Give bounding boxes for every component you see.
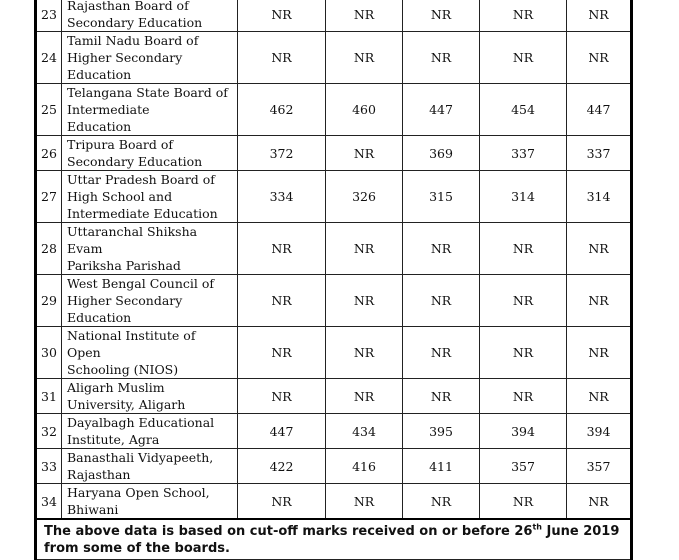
footnote-superscript: th bbox=[532, 522, 542, 532]
table-row bbox=[36, 136, 632, 171]
cutoff-value-cell: NR bbox=[567, 275, 632, 327]
table-row bbox=[36, 414, 632, 449]
cutoff-value-cell: NR bbox=[326, 379, 403, 414]
board-name-line: Higher Secondary bbox=[67, 293, 183, 308]
board-name-line: University, Aligarh bbox=[67, 397, 186, 412]
board-name-line: Education bbox=[67, 310, 132, 325]
board-name-line: Telangana State Board of bbox=[67, 85, 228, 100]
cutoff-value-cell: 314 bbox=[567, 171, 632, 223]
serial-number-cell: 29 bbox=[36, 275, 62, 327]
board-name-line: High School and bbox=[67, 189, 173, 204]
board-name-line: Aligarh Muslim bbox=[67, 380, 165, 395]
board-name-line: Institute, Agra bbox=[67, 432, 160, 447]
board-name-line: West Bengal Council of bbox=[67, 276, 215, 291]
cutoff-value-cell: NR bbox=[326, 327, 403, 379]
board-name-line: Pariksha Parishad bbox=[67, 258, 181, 273]
board-name-line: Secondary Education bbox=[67, 154, 203, 169]
cutoff-value-cell: 434 bbox=[326, 414, 403, 449]
cutoff-value-cell: NR bbox=[326, 0, 403, 32]
table-row bbox=[36, 223, 632, 275]
board-name-line: Banasthali Vidyapeeth, bbox=[67, 450, 214, 465]
cutoff-value-cell: NR bbox=[238, 379, 326, 414]
cutoff-value-cell: 326 bbox=[326, 171, 403, 223]
board-name-line: Rajasthan bbox=[67, 467, 131, 482]
cutoff-value-cell: NR bbox=[403, 275, 480, 327]
cutoff-value-cell: 337 bbox=[567, 136, 632, 171]
board-name-cell bbox=[62, 484, 238, 520]
cutoff-value-cell: 369 bbox=[403, 136, 480, 171]
cutoff-value-cell: NR bbox=[326, 484, 403, 520]
cutoff-value-cell: NR bbox=[326, 275, 403, 327]
cutoff-value-cell: 447 bbox=[567, 84, 632, 136]
serial-number-cell: 24 bbox=[36, 32, 62, 84]
board-name-line: National Institute of Open bbox=[67, 328, 196, 360]
table-row bbox=[36, 484, 632, 520]
cutoff-value-cell: NR bbox=[403, 0, 480, 32]
cutoff-value-cell: NR bbox=[480, 223, 567, 275]
board-name-cell bbox=[62, 0, 238, 32]
cutoff-value-cell: 422 bbox=[238, 449, 326, 484]
cutoff-value-cell: 460 bbox=[326, 84, 403, 136]
cutoff-value-cell: NR bbox=[238, 275, 326, 327]
cutoff-value-cell: NR bbox=[238, 223, 326, 275]
board-name-cell bbox=[62, 414, 238, 449]
cutoff-value-cell: 315 bbox=[403, 171, 480, 223]
cutoff-value-cell: NR bbox=[567, 0, 632, 32]
serial-number-cell: 28 bbox=[36, 223, 62, 275]
cutoff-value-cell: NR bbox=[403, 379, 480, 414]
serial-number-cell: 33 bbox=[36, 449, 62, 484]
table-row bbox=[36, 171, 632, 223]
board-name-cell bbox=[62, 32, 238, 84]
cutoff-value-cell: NR bbox=[480, 327, 567, 379]
cutoff-value-cell: NR bbox=[403, 223, 480, 275]
board-name-line: Higher Secondary bbox=[67, 50, 183, 65]
cutoff-value-cell: NR bbox=[403, 484, 480, 520]
serial-number-cell: 31 bbox=[36, 379, 62, 414]
cutoff-value-cell: NR bbox=[238, 0, 326, 32]
cutoff-value-cell: NR bbox=[567, 379, 632, 414]
serial-number-cell: 25 bbox=[36, 84, 62, 136]
board-name-line: Uttaranchal Shiksha Evam bbox=[67, 224, 198, 256]
board-name-line: Rajasthan Board of bbox=[67, 0, 189, 13]
table-row bbox=[36, 32, 632, 84]
board-name-cell bbox=[62, 379, 238, 414]
board-name-line: Education bbox=[67, 67, 132, 82]
cutoff-value-cell: 454 bbox=[480, 84, 567, 136]
footnote-text: The above data is based on cut-off marks received on or before 26 bbox=[44, 524, 533, 539]
serial-number-cell: 30 bbox=[36, 327, 62, 379]
cutoff-value-cell: NR bbox=[326, 223, 403, 275]
serial-number-cell: 26 bbox=[36, 136, 62, 171]
cutoff-marks-table bbox=[34, 0, 633, 560]
cutoff-value-cell: 447 bbox=[238, 414, 326, 449]
table-row bbox=[36, 327, 632, 379]
table-row bbox=[36, 0, 632, 32]
serial-number-cell: 34 bbox=[36, 484, 62, 520]
table-row bbox=[36, 379, 632, 414]
cutoff-value-cell: 394 bbox=[567, 414, 632, 449]
board-name-line: Haryana Open School, bbox=[67, 485, 210, 500]
cutoff-value-cell: NR bbox=[567, 223, 632, 275]
table-row bbox=[36, 449, 632, 484]
cutoff-value-cell: 462 bbox=[238, 84, 326, 136]
footnote-row bbox=[36, 519, 632, 560]
board-name-cell bbox=[62, 275, 238, 327]
serial-number-cell: 27 bbox=[36, 171, 62, 223]
cutoff-value-cell: NR bbox=[403, 327, 480, 379]
serial-number-cell: 23 bbox=[36, 0, 62, 32]
cutoff-value-cell: 337 bbox=[480, 136, 567, 171]
board-name-line: Bhiwani bbox=[67, 502, 119, 517]
cutoff-value-cell: NR bbox=[480, 275, 567, 327]
cutoff-value-cell: NR bbox=[326, 32, 403, 84]
cutoff-value-cell: 395 bbox=[403, 414, 480, 449]
cutoff-value-cell: 357 bbox=[480, 449, 567, 484]
cutoff-value-cell: 314 bbox=[480, 171, 567, 223]
board-name-cell bbox=[62, 449, 238, 484]
cutoff-value-cell: NR bbox=[480, 379, 567, 414]
footnote-text-end: June 2019 from some of the boards. bbox=[44, 524, 620, 556]
cutoff-value-cell: 334 bbox=[238, 171, 326, 223]
cutoff-value-cell: 372 bbox=[238, 136, 326, 171]
cutoff-value-cell: NR bbox=[238, 484, 326, 520]
board-name-line: Intermediate Education bbox=[67, 206, 218, 221]
board-name-cell bbox=[62, 136, 238, 171]
board-name-line: Uttar Pradesh Board of bbox=[67, 172, 215, 187]
table-row bbox=[36, 84, 632, 136]
cutoff-value-cell: NR bbox=[480, 32, 567, 84]
board-name-cell bbox=[62, 84, 238, 136]
cutoff-value-cell: NR bbox=[238, 327, 326, 379]
cutoff-value-cell: NR bbox=[326, 136, 403, 171]
serial-number-cell: 32 bbox=[36, 414, 62, 449]
cutoff-value-cell: 394 bbox=[480, 414, 567, 449]
board-name-cell bbox=[62, 327, 238, 379]
cutoff-value-cell: NR bbox=[480, 0, 567, 32]
cutoff-value-cell: 411 bbox=[403, 449, 480, 484]
board-name-cell bbox=[62, 223, 238, 275]
cutoff-table-container bbox=[34, 0, 630, 560]
board-name-cell bbox=[62, 171, 238, 223]
board-name-line: Intermediate bbox=[67, 102, 150, 117]
board-name-line: Tamil Nadu Board of bbox=[67, 33, 199, 48]
board-name-line: Schooling (NIOS) bbox=[67, 362, 179, 377]
cutoff-value-cell: 416 bbox=[326, 449, 403, 484]
board-name-line: Secondary Education bbox=[67, 15, 203, 30]
cutoff-value-cell: NR bbox=[480, 484, 567, 520]
board-name-line: Tripura Board of bbox=[67, 137, 174, 152]
cutoff-value-cell: NR bbox=[403, 32, 480, 84]
cutoff-value-cell: NR bbox=[567, 327, 632, 379]
cutoff-value-cell: NR bbox=[567, 32, 632, 84]
board-name-line: Education bbox=[67, 119, 132, 134]
table-body bbox=[36, 0, 632, 519]
cutoff-value-cell: 447 bbox=[403, 84, 480, 136]
board-name-line: Dayalbagh Educational bbox=[67, 415, 215, 430]
table-row bbox=[36, 275, 632, 327]
footnote bbox=[36, 519, 632, 560]
cutoff-value-cell: NR bbox=[567, 484, 632, 520]
cutoff-value-cell: 357 bbox=[567, 449, 632, 484]
cutoff-value-cell: NR bbox=[238, 32, 326, 84]
